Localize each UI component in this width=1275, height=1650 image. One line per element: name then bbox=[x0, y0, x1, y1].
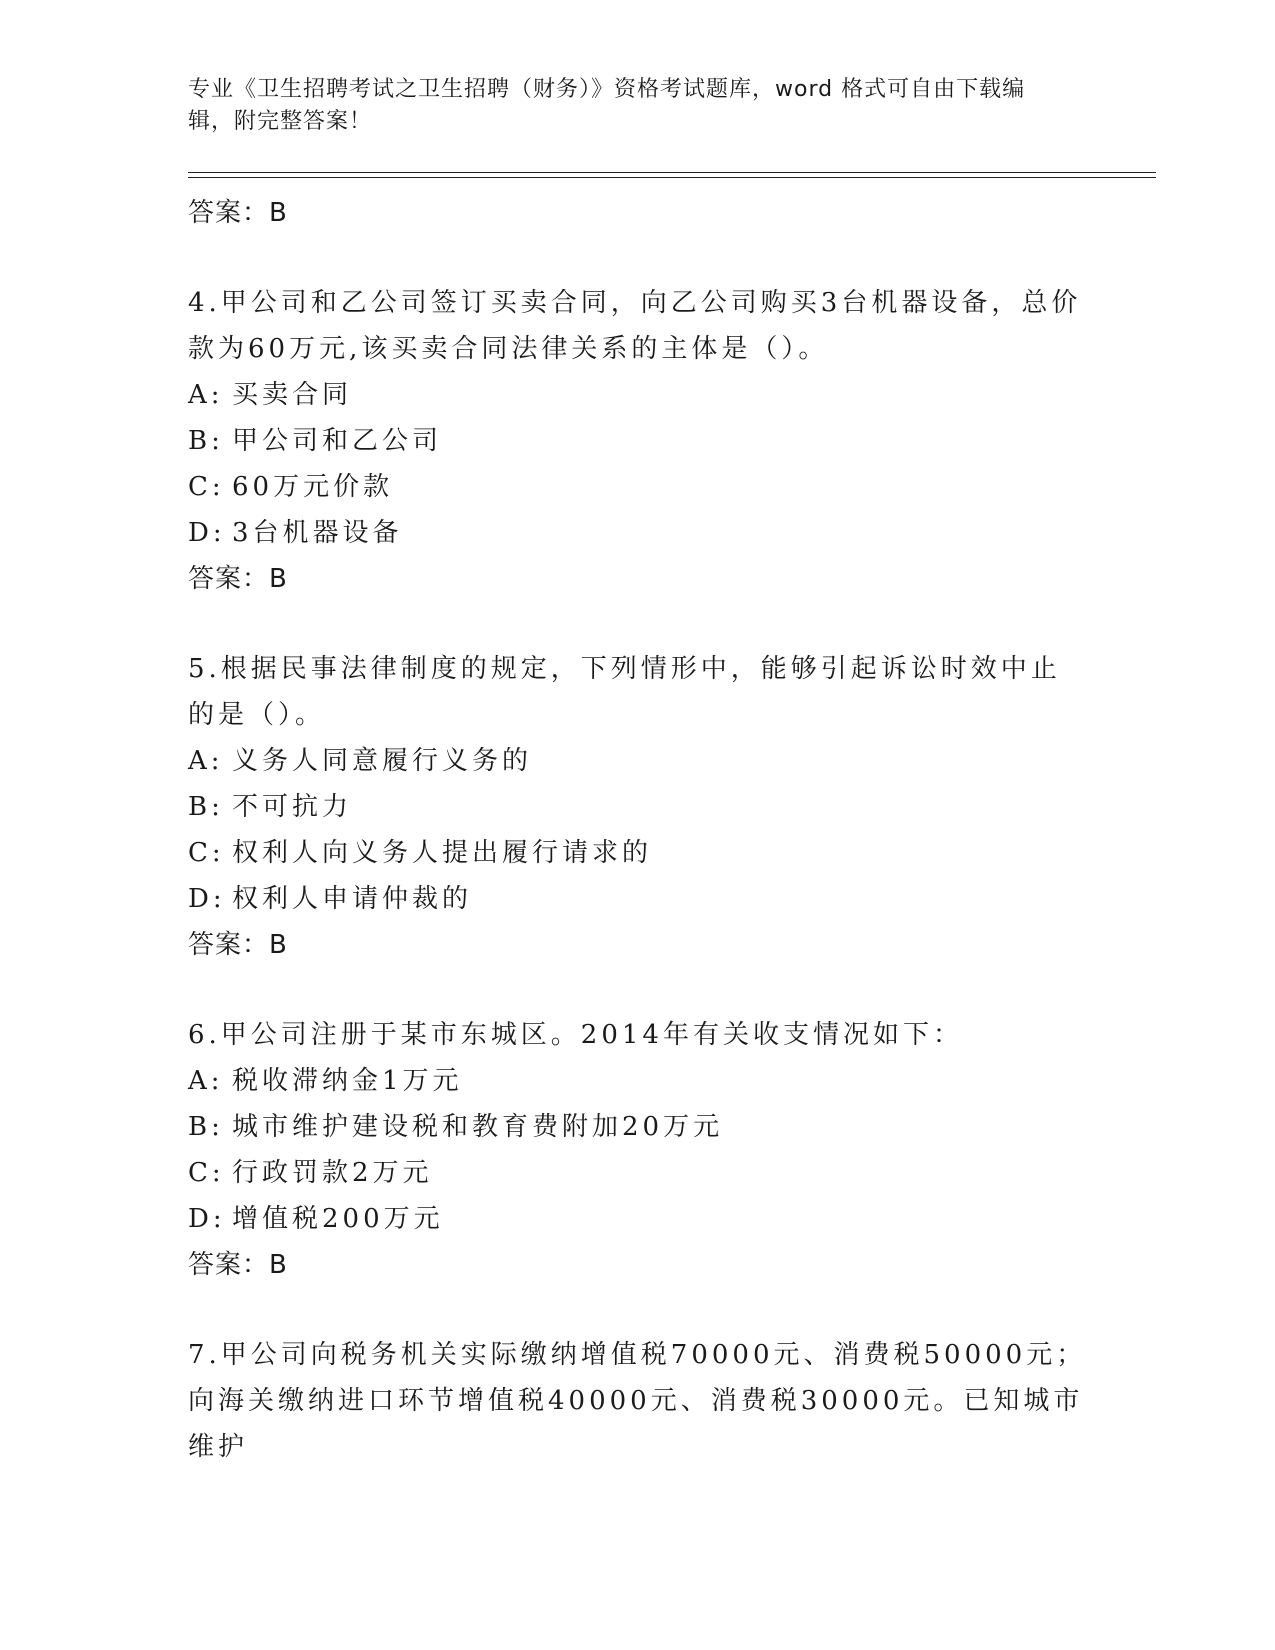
document-header: 专业《卫生招聘考试之卫生招聘（财务）》资格考试题库，word 格式可自由下载编辑，附完整答案！ bbox=[188, 77, 1026, 134]
option-letter: A: bbox=[188, 746, 224, 776]
option-text: 行政罚款2万元 bbox=[232, 1158, 433, 1188]
option-row bbox=[188, 418, 1088, 464]
option-letter: B: bbox=[188, 426, 224, 456]
option-row bbox=[188, 372, 1088, 418]
option-letter: A: bbox=[188, 1066, 224, 1096]
option-row bbox=[188, 1196, 1088, 1242]
answer-line: 答案：B bbox=[188, 198, 288, 228]
option-text: 3台机器设备 bbox=[232, 518, 403, 548]
option-text: 义务人同意履行义务的 bbox=[232, 746, 533, 776]
option-row bbox=[188, 464, 1088, 510]
option-letter: B: bbox=[188, 792, 224, 822]
option-letter: D: bbox=[188, 1204, 226, 1234]
header-divider bbox=[188, 172, 1156, 173]
option-row bbox=[188, 876, 1088, 922]
option-text: 权利人申请仲裁的 bbox=[232, 884, 473, 914]
option-text: 60万元价款 bbox=[232, 472, 394, 502]
question-text: 4.甲公司和乙公司签订买卖合同，向乙公司购买3台机器设备，总价款为60万元,该买卖合同法律关系的主体是（）。 bbox=[188, 288, 1082, 364]
question-text: 5.根据民事法律制度的规定，下列情形中，能够引起诉讼时效中止的是（）。 bbox=[188, 654, 1061, 730]
header-divider-second bbox=[188, 177, 1156, 178]
question-block bbox=[188, 280, 1088, 602]
option-letter: B: bbox=[188, 1112, 224, 1142]
option-text: 甲公司和乙公司 bbox=[232, 426, 443, 456]
question-text: 6.甲公司注册于某市东城区。2014年有关收支情况如下： bbox=[188, 1020, 963, 1050]
answer-line: 答案：B bbox=[188, 1250, 288, 1280]
option-row bbox=[188, 830, 1088, 876]
option-text: 城市维护建设税和教育费附加20万元 bbox=[232, 1112, 724, 1142]
question-block bbox=[188, 1332, 1088, 1470]
question-text: 7.甲公司向税务机关实际缴纳增值税70000元、消费税50000元；向海关缴纳进口环节增值税40000元、消费税30000元。已知城市维护 bbox=[188, 1340, 1087, 1462]
question-block bbox=[188, 1012, 1088, 1288]
answer-line: 答案：B bbox=[188, 564, 288, 594]
option-letter: C: bbox=[188, 472, 225, 502]
option-text: 不可抗力 bbox=[232, 792, 353, 822]
option-letter: A: bbox=[188, 380, 224, 410]
option-row bbox=[188, 784, 1088, 830]
option-row bbox=[188, 738, 1088, 784]
option-row bbox=[188, 1104, 1088, 1150]
option-row bbox=[188, 510, 1088, 556]
option-text: 买卖合同 bbox=[232, 380, 353, 410]
option-row bbox=[188, 1150, 1088, 1196]
option-text: 税收滞纳金1万元 bbox=[232, 1066, 463, 1096]
option-letter: C: bbox=[188, 838, 225, 868]
option-letter: D: bbox=[188, 884, 226, 914]
option-text: 增值税200万元 bbox=[232, 1204, 444, 1234]
answer-line: 答案：B bbox=[188, 930, 288, 960]
question-list bbox=[188, 190, 1088, 1470]
option-letter: D: bbox=[188, 518, 226, 548]
option-row bbox=[188, 1058, 1088, 1104]
question-block bbox=[188, 646, 1088, 968]
option-letter: C: bbox=[188, 1158, 225, 1188]
option-text: 权利人向义务人提出履行请求的 bbox=[232, 838, 653, 868]
